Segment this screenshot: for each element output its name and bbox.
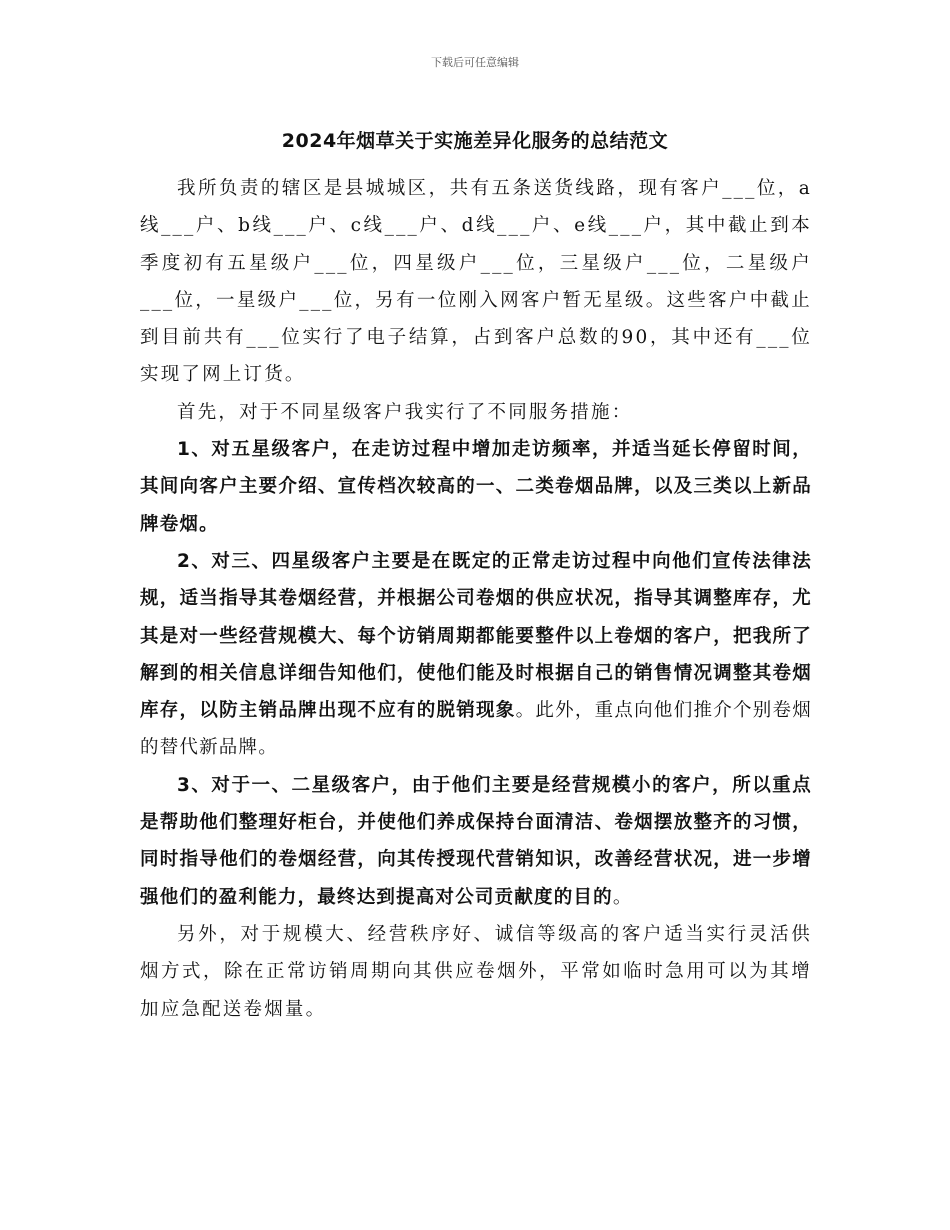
paragraph-three-four-star-tail: 。此外，重点向他们推介个别卷烟的替代新品牌。 [140, 700, 812, 759]
paragraph-three-four-star-main: 2、对三、四星级客户主要是在既定的正常走访过程中向他们宣传法律法规，适当指导其卷烟经营，并根据公司卷烟的供应状况，指导其调整库存，尤其是对一些经营规模大、每个访销周期都能要整件以上卷烟的客户，把我所了解到的相关信息详细告知他们，使他们能及时根据自己的销售情况调整其卷烟库存，以防主销品牌出现不应有的脱销现象 [140, 550, 812, 722]
paragraph-five-star: 1、对五星级客户，在走访过程中增加走访频率，并适当延长停留时间，其间向客户主要介绍、宣传档次较高的一、二类卷烟品牌，以及三类以上新品牌卷烟。 [140, 439, 812, 535]
paragraph-one-two-star [140, 767, 812, 916]
header-note: 下载后可任意编辑 [431, 56, 519, 69]
document-title: 2024年烟草关于实施差异化服务的总结范文 [281, 130, 669, 152]
paragraph-flexible-supply: 另外，对于规模大、经营秩序好、诚信等级高的客户适当实行灵活供烟方式，除在正常访销周期向其供应卷烟外，平常如临时急用可以为其增加应急配送卷烟量。 [140, 923, 812, 1020]
paragraph-one-two-star-tail: 。 [612, 886, 633, 908]
paragraph-district-overview: 我所负责的辖区是县城城区，共有五条送货线路，现有客户___位，a线___户、b线___户、c线___户、d线___户、e线___户，其中截止到本季度初有五星级户___位，四星级户___位，三星级户___位，二星级户___位，一星级户___位，另有一位刚入网客户暂无星级。这些客户中截止到目前共有___位实行了电子结算，占到客户总数的90，其中还有___位实现了网上订货。 [140, 178, 812, 386]
paragraph-intro-measures: 首先，对于不同星级客户我实行了不同服务措施： [177, 401, 633, 423]
document-body [140, 170, 812, 1028]
paragraph-three-four-star [140, 543, 812, 767]
paragraph-one-two-star-main: 3、对于一、二星级客户，由于他们主要是经营规模小的客户，所以重点是帮助他们整理好柜台，并使他们养成保持台面清洁、卷烟摆放整齐的习惯，同时指导他们的卷烟经营，向其传授现代营销知识，改善经营状况，进一步增强他们的盈利能力，最终达到提高对公司贡献度的目的 [140, 774, 812, 908]
